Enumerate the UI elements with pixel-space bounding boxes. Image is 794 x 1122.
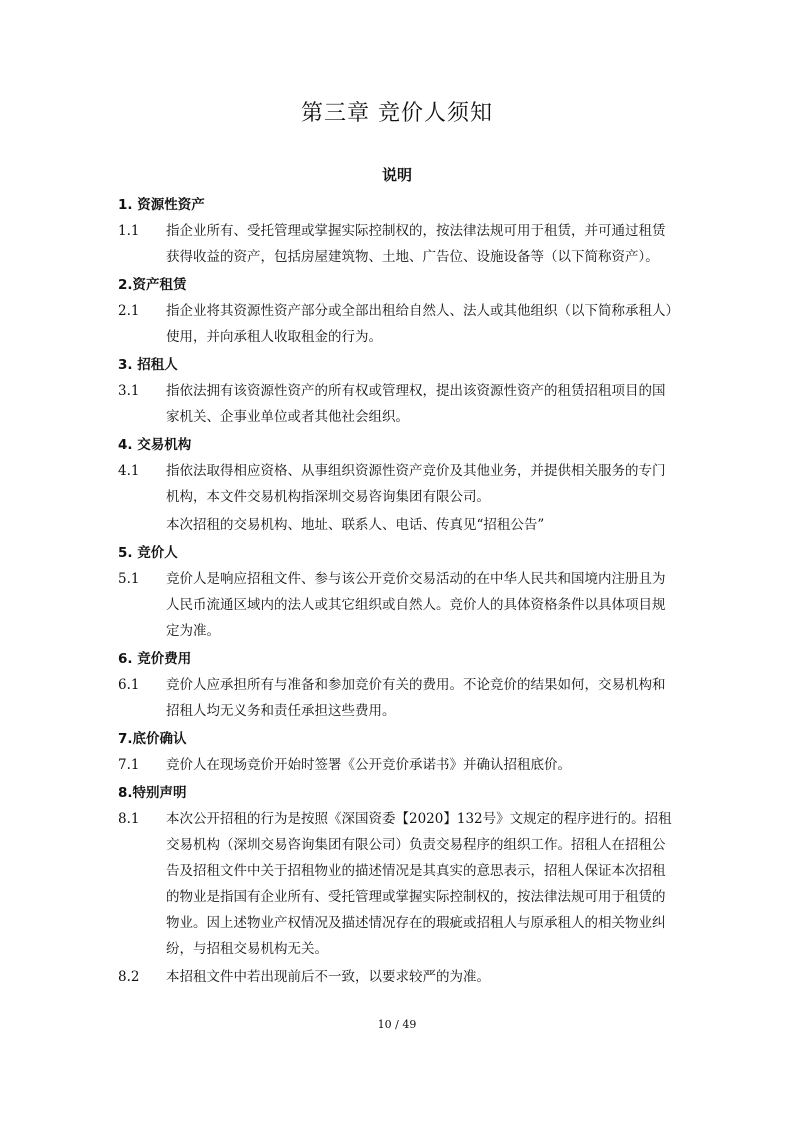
section-lessor: [118, 352, 678, 430]
clause-number: 3.1: [118, 383, 140, 399]
clause: [118, 672, 678, 724]
clause-number: 8.2: [118, 969, 140, 985]
clause-note: 本次招租的交易机构、地址、联系人、电话、传真见“招租公告”: [166, 517, 545, 533]
section-reserve-price: [118, 726, 678, 778]
clause: [118, 218, 678, 270]
clause-text: 本招租文件中若出现前后不一致，以要求较严的为准。: [166, 969, 490, 985]
content-body: [118, 190, 678, 992]
section-heading: 8.特别声明: [118, 785, 187, 801]
section-asset-leasing: [118, 272, 678, 350]
section-title: 说明: [381, 166, 412, 184]
clause-text: 指依法取得相应资格、从事组织资源性资产竞价及其他业务，并提供相关服务的专门机构，本文件交易机构指深圳交易咨询集团有限公司。: [166, 463, 666, 505]
section-special-statement: [118, 780, 678, 990]
section-heading: 1. 资源性资产: [118, 197, 205, 213]
section-heading: 5. 竞价人: [118, 545, 178, 561]
section-heading: 4. 交易机构: [118, 437, 192, 453]
section-heading: 2.资产租赁: [118, 277, 187, 293]
clause-number: 8.1: [118, 811, 140, 827]
clause-number: 4.1: [118, 463, 140, 479]
clause-text: 竞价人是响应招租文件、参与该公开竞价交易活动的在中华人民共和国境内注册且为人民币流通区域内的法人或其它组织或自然人。竞价人的具体资格条件以具体项目规定为准。: [166, 571, 666, 639]
clause: [118, 458, 678, 510]
clause-text: 指依法拥有该资源性资产的所有权或管理权，提出该资源性资产的租赁招租项目的国家机关、企事业单位或者其他社会组织。: [166, 383, 666, 425]
clause-number: 5.1: [118, 571, 140, 587]
clause-text: 指企业将其资源性资产部分或全部出租给自然人、法人或其他组织（以下简称承租人）使用，并向承租人收取租金的行为。: [166, 303, 673, 345]
clause: [118, 566, 678, 644]
chapter-title: 第三章 竞价人须知: [301, 101, 493, 126]
clause-number: 1.1: [118, 223, 140, 239]
clause-number: 7.1: [118, 757, 140, 773]
clause: [118, 378, 678, 430]
clause: [118, 298, 678, 350]
section-bidder: [118, 540, 678, 644]
clause: [118, 964, 678, 990]
clause-text: 本次公开招租的行为是按照《深国资委【2020】132号》文规定的程序进行的。招租交易机构（深圳交易咨询集团有限公司）负责交易程序的组织工作。招租人在招租公告及招租文件中关于招租物业的描述情况是其真实的意思表示，招租人保证本次招租的物业是指国有企业所有、受托管理或掌握实际控制权的，按法律法规可用于租赁的物业。因上述物业产权情况及描述情况存在的瑕疵或招租人与原承租人的相关物业纠纷，与招租交易机构无关。: [166, 811, 672, 957]
page-number: 10 / 49: [377, 1018, 417, 1031]
clause-number: 2.1: [118, 303, 140, 319]
clause-text: 指企业所有、受托管理或掌握实际控制权的，按法律法规可用于租赁，并可通过租赁获得收益的资产，包括房屋建筑物、土地、广告位、设施设备等（以下简称资产）。: [166, 223, 666, 265]
section-bidding-costs: [118, 646, 678, 724]
section-trading-agency: [118, 432, 678, 538]
section-heading: 3. 招租人: [118, 357, 178, 373]
clause-text: 竞价人应承担所有与准备和参加竞价有关的费用。不论竞价的结果如何，交易机构和招租人均无义务和责任承担这些费用。: [166, 677, 666, 719]
section-heading: 6. 竞价费用: [118, 651, 192, 667]
clause-number: 6.1: [118, 677, 140, 693]
clause: [118, 806, 678, 962]
section-resource-assets: [118, 192, 678, 270]
clause: [118, 752, 678, 778]
clause-text: 竞价人在现场竞价开始时签署《公开竞价承诺书》并确认招租底价。: [166, 757, 571, 773]
section-heading: 7.底价确认: [118, 731, 187, 747]
